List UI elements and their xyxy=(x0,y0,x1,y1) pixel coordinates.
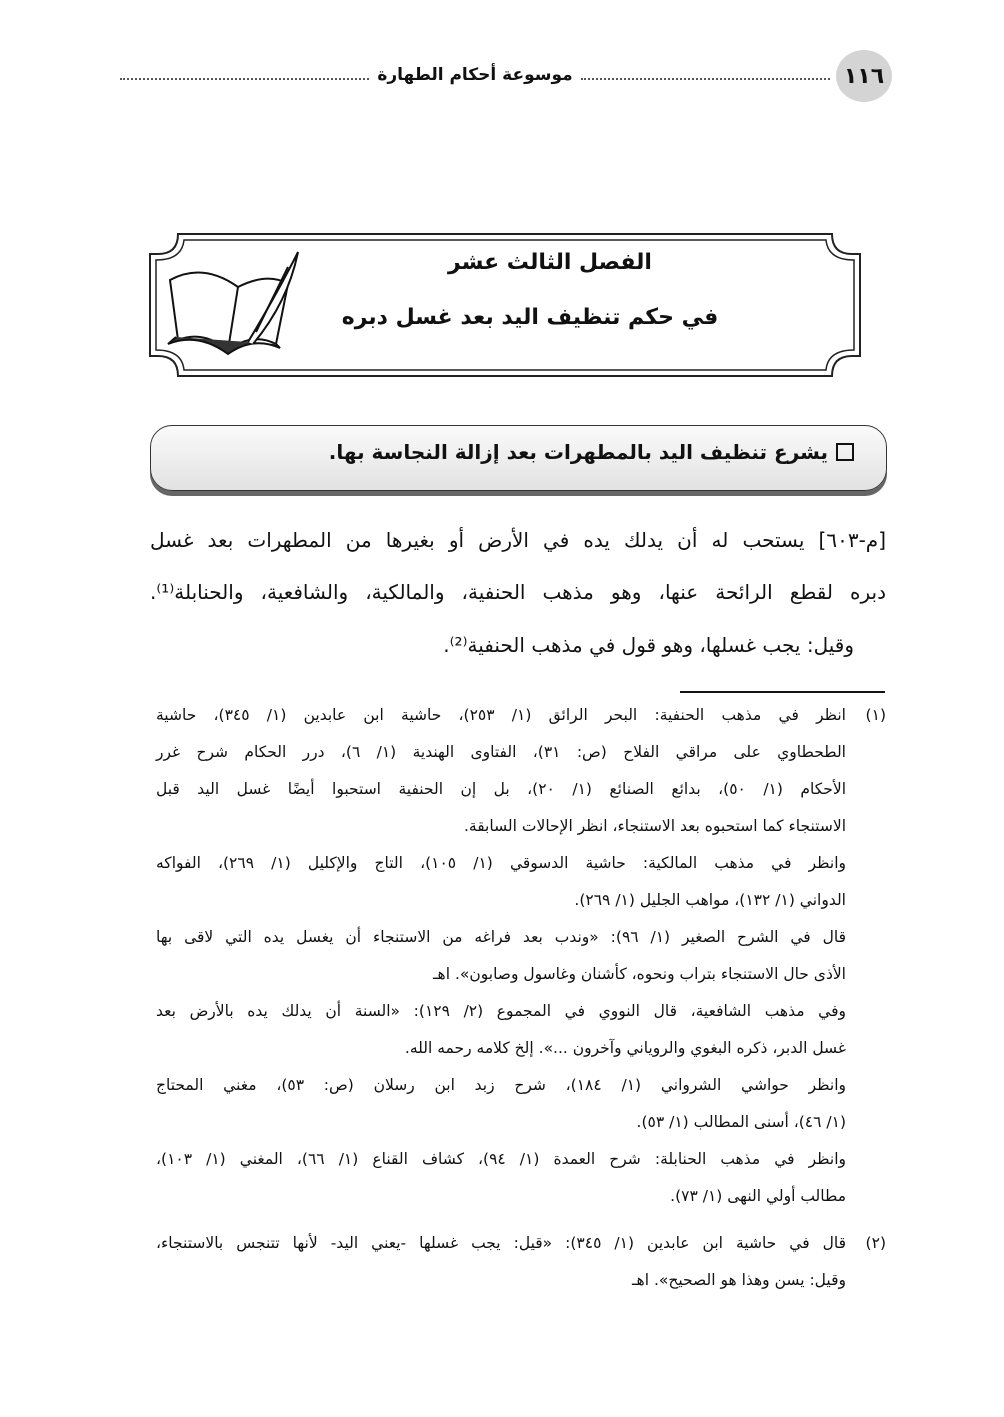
footnote-line: الأذى حال الاستنجاء بتراب ونحوه، كأشنان وغاسول وصابون». اهـ xyxy=(433,965,846,983)
footnote-line: وانظر في مذهب الحنابلة: شرح العمدة (١/ ٩٤)، كشاف القناع (١/ ٦٦)، المغني (١/ ١٠٣)، xyxy=(156,1150,846,1168)
footnote-line: الاستنجاء كما استحبوه بعد الاستنجاء، انظر الإحالات السابقة. xyxy=(463,817,846,835)
rule-statement xyxy=(329,440,854,464)
footnote-line: (١/ ٤٦)، أسنى المطالب (١/ ٥٣). xyxy=(636,1113,846,1131)
footnote-line: غسل الدبر، ذكره البغوي والروياني وآخرون ...». إلخ كلامه رحمه الله. xyxy=(404,1039,846,1057)
footnote-line: قال في حاشية ابن عابدين (١/ ٣٤٥): «قيل: يجب غسلها -يعني اليد- لأنها تتنجس بالاستنجاء، xyxy=(156,1234,846,1252)
footnote-line: قال في الشرح الصغير (١/ ٩٦): «وندب بعد فراغه من الاستنجاء أن يغسل يده التي لاقى بها xyxy=(156,928,846,946)
book-title: موسوعة أحكام الطهارة xyxy=(377,65,573,85)
body-line: وقيل: يجب غسلها، وهو قول في مذهب الحنفية⁽²⁾. xyxy=(443,633,854,657)
footnote-line: وانظر في مذهب المالكية: حاشية الدسوقي (١/ ١٠٥)، التاج والإكليل (١/ ٢٦٩)، الفواكه xyxy=(156,854,846,872)
footnote-separator xyxy=(680,691,885,693)
footnote-number: (١) xyxy=(865,706,886,724)
header-dots-right xyxy=(581,78,830,80)
footnote-line: الأحكام (١/ ٥٠)، بدائع الصنائع (١/ ٢٠)، بل إن الحنفية استحبوا أيضًا غسل اليد قبل xyxy=(156,780,847,798)
body-line: [م-٦٠٣] يستحب له أن يدلك يده في الأرض أو بغيرها من المطهرات بعد غسل xyxy=(150,528,886,552)
footnote-line: وانظر حواشي الشرواني (١/ ١٨٤)، شرح زبد ابن رسلان (ص: ٥٣)، مغني المحتاج xyxy=(156,1076,846,1094)
header-dots-left xyxy=(120,78,369,80)
rule-text: يشرع تنظيف اليد بالمطهرات بعد إزالة النجاسة بها. xyxy=(328,440,828,464)
footnote-line: وفي مذهب الشافعية، قال النووي في المجموع (٢/ ١٢٩): «السنة أن يدلك يده بالأرض بعد xyxy=(156,1002,846,1020)
footnote-line: الدواني (١/ ١٣٢)، مواهب الجليل (١/ ٢٦٩). xyxy=(574,891,846,909)
body-line: دبره لقطع الرائحة عنها، وهو مذهب الحنفية، والمالكية، والشافعية، والحنابلة⁽¹⁾. xyxy=(150,580,886,604)
footnote-number: (٢) xyxy=(865,1234,886,1252)
footnote-line: وقيل: يسن وهذا هو الصحيح». اهـ xyxy=(632,1271,846,1289)
footnote-line: الطحطاوي على مراقي الفلاح (ص: ٣١)، الفتاوى الهندية (١/ ٦)، درر الحكام شرح غرر xyxy=(156,743,846,761)
footnote-line: انظر في مذهب الحنفية: البحر الرائق (١/ ٢٥٣)، حاشية ابن عابدين (١/ ٣٤٥)، حاشية xyxy=(156,706,846,724)
page-number: ١١٦ xyxy=(836,50,892,102)
checkbox-square-icon xyxy=(836,443,854,461)
running-header xyxy=(120,60,830,90)
chapter-title: الفصل الثالث عشر xyxy=(448,250,652,275)
chapter-subtitle: في حكم تنظيف اليد بعد غسل دبره xyxy=(341,305,719,330)
footnote-line: مطالب أولي النهى (١/ ٧٣). xyxy=(670,1187,846,1205)
